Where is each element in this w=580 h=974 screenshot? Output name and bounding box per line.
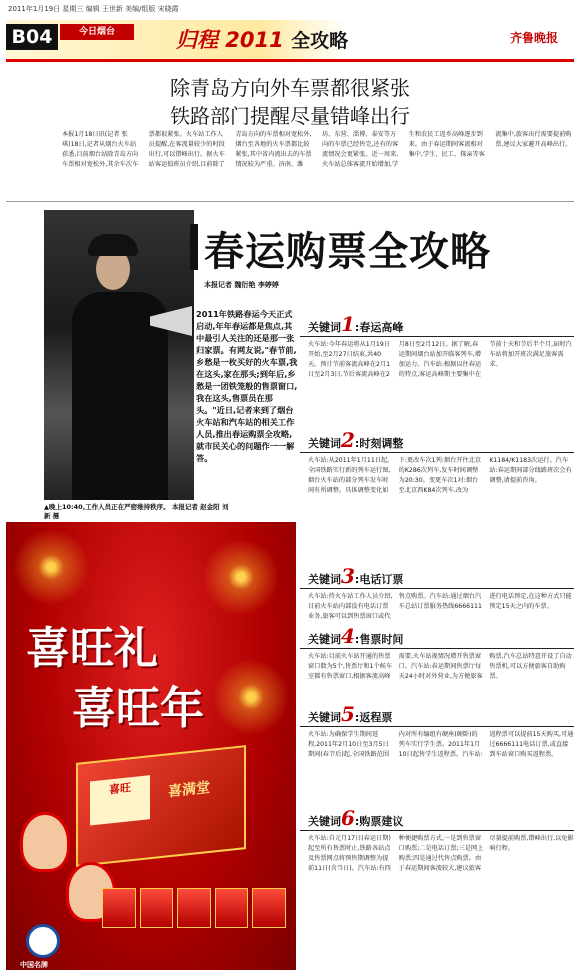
keyword-rule [300, 452, 574, 453]
advertisement[interactable] [6, 522, 296, 970]
ad-brand-label: 中国名牌 [20, 961, 48, 969]
lead-headline-line2: 铁路部门提醒尽量错峰出行 [170, 104, 410, 128]
keyword-text-2: 火车站:从2011年1月11日起,全国铁路实行新的列车运行图,烟台火车站的部分列车发车时间有所调整。具体调整变化如下:更改车次1列:烟台开往北京的K286次列车,发车时间调整为20:30。变更车次1对:烟台至北京西K84次列车,改为K1184/K1183次运行。汽车站:春运期间部分线路班次会有调整,请提前咨询。 [308, 457, 572, 494]
product-box [215, 888, 249, 928]
section-divider [6, 201, 574, 202]
keyword-text-5: 火车站:为确保学生期间返程,2011年2月10日至3月5日期间(春节后)起,全国铁路范围内对所有编组有硬座(硬卧)的列车实行学生票。2011年1月10日起售学生返程票。汽车站:返程票可以提前15天购买,可通过6666111电话订票,或直接到车站窗口购买返程票。 [308, 731, 574, 758]
product-row [102, 888, 286, 928]
paper-logo: 齐鲁晚报 [509, 31, 558, 45]
page-number: B04 [6, 24, 58, 50]
keyword-rule [300, 588, 574, 589]
ad-title-line1: 喜旺礼 [26, 623, 158, 674]
gift-box-image [76, 745, 246, 867]
keyword-heading-2: 关键词2:时刻调整 [308, 428, 404, 452]
keyword-rule [300, 336, 574, 337]
gift-box-brand: 喜旺 [90, 775, 150, 825]
keyword-rule [300, 726, 574, 727]
banner-title-main: 归程 2011 [176, 28, 284, 52]
banner-title [176, 24, 348, 54]
keyword-heading-3: 关键词3:电话订票 [308, 564, 404, 588]
news-photo [44, 210, 194, 500]
brand-logo-icon [26, 924, 60, 958]
product-box [102, 888, 136, 928]
photo-caption: ▲晚上10:40,工作人员正在严密维持秩序。 本报记者 赵金阳 刘 新 摄 [44, 503, 229, 520]
lead-headline-line1: 除青岛方向外车票都很紧张 [170, 76, 410, 100]
mascot-figure [20, 812, 70, 872]
feature-title: 春运购票全攻略 [204, 220, 491, 277]
keyword-heading-1: 关键词1:春运高峰 [308, 312, 404, 336]
firework-decoration [196, 532, 286, 622]
product-box [177, 888, 211, 928]
section-tag: 今日烟台 [60, 24, 134, 40]
keyword-heading-4: 关键词4:售票时间 [308, 624, 404, 648]
keyword-text-4: 火车站:目前火车站开通的售票窗口数为5个,售票厅和1个候车室都有售票窗口,根据客流高峰需要,火车站视情况增开售票窗口。汽车站:春运期间售票厅每天24小时对外营业,为方便旅客购票,汽车总站特意开设了自动售票机,可以方便旅客自助购票。 [308, 653, 572, 680]
product-box [140, 888, 174, 928]
photo-figure-cap [88, 234, 138, 256]
product-box [252, 888, 286, 928]
feature-byline: 本报记者 魏衍艳 李婷婷 [204, 281, 279, 289]
keyword-text-1: 火车站:今年春运将从1月19日开始,至2月27日结束,共40天。预计节前客流高峰在2月1日至2月3日,节后客流高峰在2月8日至2月12日。据了解,春运期间烟台站加开临客列车,增加运力。汽车站:根据以往春运的特点,客运高峰期主要集中在节前十天和节后半个月,届时汽车站将加开班次满足旅客需求。 [308, 341, 572, 378]
keyword-rule [300, 648, 574, 649]
ad-title-line2: 喜旺年 [72, 683, 204, 734]
lead-article-body: 本报1月18日讯(记者 张琪)18日,记者从烟台火车站获悉,目前烟台站除青岛方向车票相对宽松外,其余车次车票都很紧张。火车站工作人员提醒,在客流量较少的时段出行,可以错峰出行。据火车站客运值班员介绍,目前除了青岛方向的车票相对宽松外,烟台至各地的火车票都比较紧张,其中省内流出去的车票情况较为严重。济南、潍坊、东营、淄博、泰安等方向的车票已经售完,还有的客流情况会更紧张。近一周来,火车站总体客流开始增加,学生和农民工返乡高峰逐步到来。由于春运期间客流相对集中,学生、民工、探亲等客流集中,旅客出行需要提前购票,建议大家避开高峰出行。 [62, 131, 572, 168]
gift-box-name: 喜满堂 [168, 779, 210, 801]
keyword-rule [300, 830, 574, 831]
firework-decoration [6, 522, 96, 612]
page-dateline: 2011年1月19日 星期三 编辑 王世新 美编/组版 宋晓霞 [8, 5, 179, 13]
keyword-text-6: 火车站:自元月17日(春运日期)起至所有售票时止,铁路各站点及售票网点将预售期调整为提前11日(含当日)。汽车站:有四种便捷购票方式,一是到售票窗口购票;二是电话订票;三是网上购票;四是通过代售点购票。由于春运期间客流较大,建议旅客尽量提前购票,错峰出行,以免影响行程。 [308, 835, 574, 872]
feature-intro: 2011年铁路春运今天正式启动,年年春运都是焦点,其中最引人关注的还是那一张归家票。有网友说,"春节前,乡愁是一枚买好的火车票,我在这头,家在那头;到年后,乡愁是一团铁笼般的售票窗口,我在这头,售票员在那头。"近日,记者来到了烟台火车站和汽车站的相关工作人员,推出春运购票全攻略,就市民关心的问题作一一解答。 [196, 309, 298, 463]
firework-decoration [206, 652, 296, 742]
keyword-heading-5: 关键词5:返程票 [308, 702, 393, 726]
section-masthead [6, 20, 574, 62]
banner-title-sub: 全攻略 [291, 30, 349, 52]
keyword-heading-6: 关键词6:购票建议 [308, 806, 404, 830]
keyword-text-3: 火车站:持火车站工作人员介绍,目前火车站内部没有电话订票业务,旅客可以到售票窗口或代售点购票。汽车站:通过烟台汽车总站订票服务热线6666111进行电话预定,在这种方式只能预定15天之内的车票。 [308, 593, 572, 620]
